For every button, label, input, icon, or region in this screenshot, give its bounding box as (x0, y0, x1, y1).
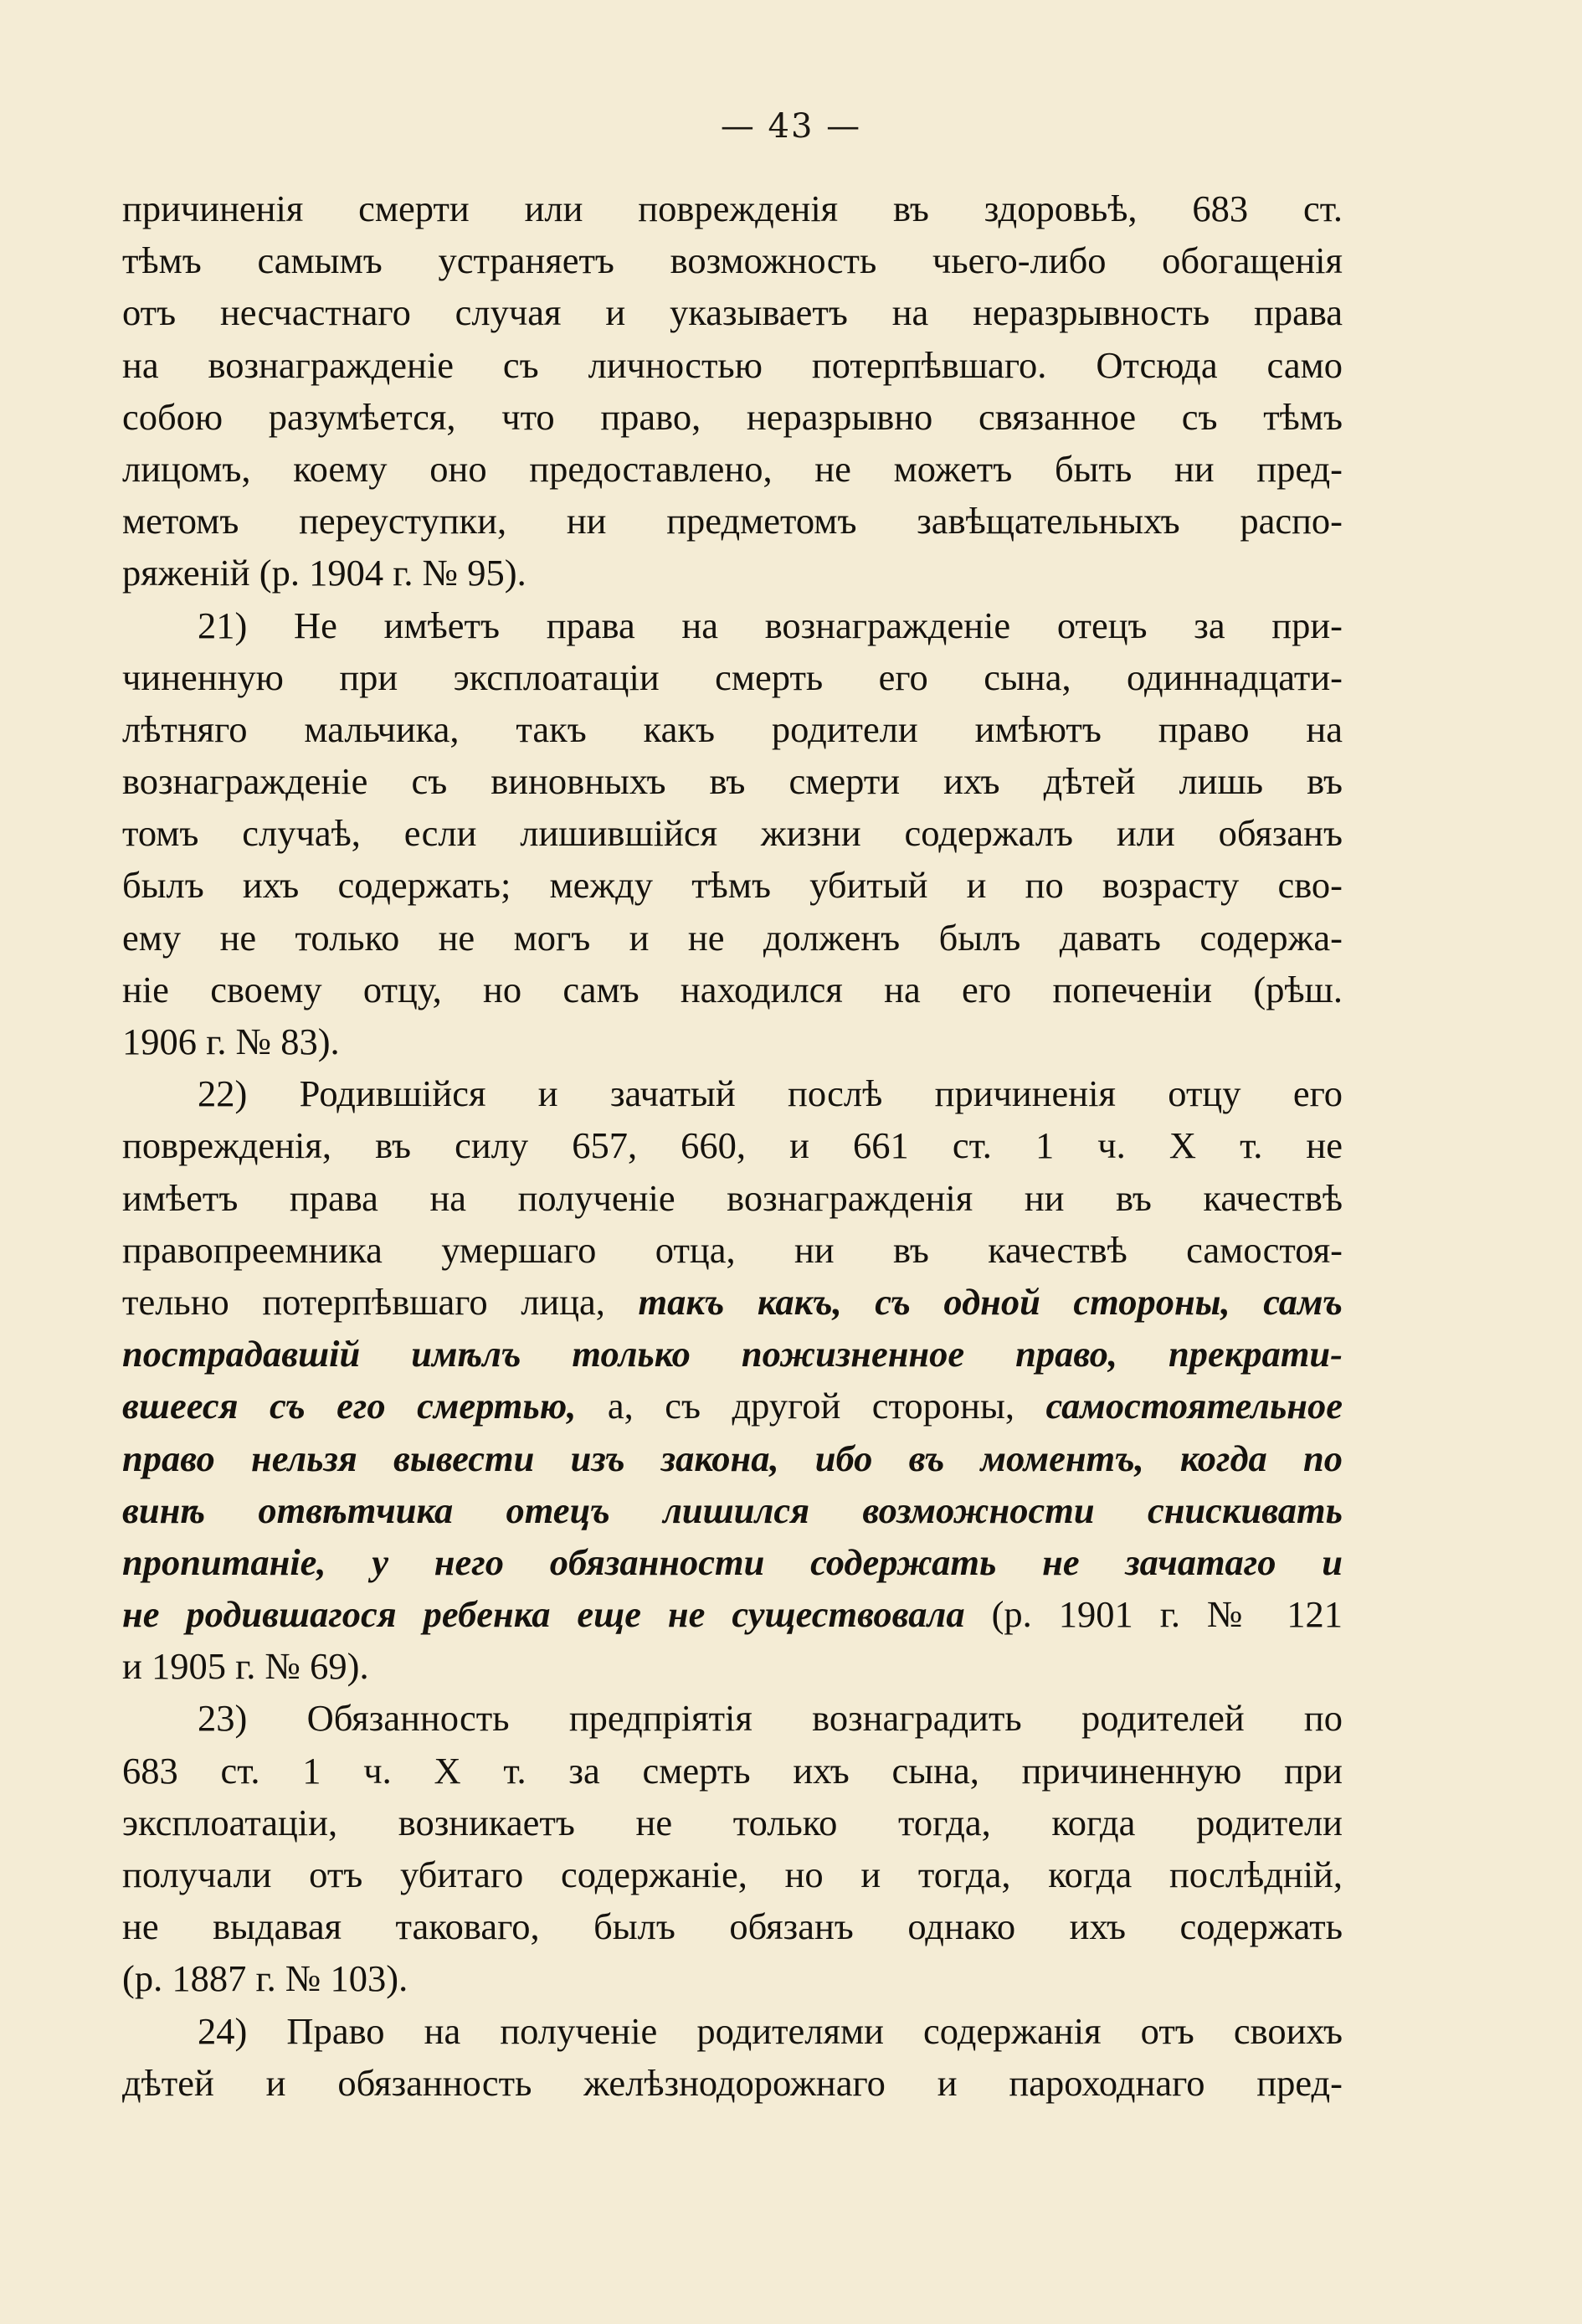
text-line: метомъ переуступки, ни предметомъ завѣщательныхъ распо- (122, 500, 1343, 542)
text-line: эксплоатаціи, возникаетъ не только тогда, когда родители (122, 1801, 1343, 1843)
text-line: лѣтняго мальчика, такъ какъ родители имѣютъ право на (122, 707, 1343, 750)
text-line: 22) Родившійся и зачатый послѣ причиненія отцу его (198, 1072, 1343, 1115)
text-line: причиненія смерти или поврежденія въ здоровьѣ, 683 ст. (122, 188, 1343, 229)
text-run: (р. 1901 г. № 121 (991, 1593, 1343, 1636)
text-line: ніе своему отцу, но самъ находился на его попеченіи (рѣш. (122, 968, 1343, 1010)
text-line: вознагражденіе съ виновныхъ въ смерти ихъ дѣтей лишь въ (122, 760, 1343, 803)
italic-text-line: пострадавшій имѣлъ только пожизненное право, прекрати- (122, 1333, 1343, 1375)
text-line: на вознагражденіе съ личностью потерпѣвшаго. Отсюда само (122, 343, 1343, 386)
text-run: тельно потерпѣвшаго лица, (122, 1280, 605, 1323)
text-line: дѣтей и обязанность желѣзнодорожнаго и пароходнаго пред- (122, 2061, 1343, 2104)
text-line (122, 1276, 1343, 1328)
text-line: 24) Право на полученіе родителями содержанія отъ своихъ (198, 2009, 1343, 2052)
text-line: правопреемника умершаго отца, ни въ качествѣ самостоя- (122, 1228, 1343, 1271)
text-line: былъ ихъ содержать; между тѣмъ убитый и по возрасту сво- (122, 864, 1343, 907)
italic-text-run: такъ какъ, съ одной стороны, самъ (638, 1280, 1343, 1323)
text-line: ему не только не могъ и не долженъ былъ давать содержа- (122, 916, 1343, 959)
text-line: не выдавая таковаго, былъ обязанъ однако ихъ содержать (122, 1905, 1343, 1948)
text-line: и 1905 г. № 69). (122, 1645, 369, 1688)
text-line: собою разумѣется, что право, неразрывно связанное съ тѣмъ (122, 395, 1343, 438)
italic-text-run: не родившагося ребенка еще не существовала (122, 1593, 965, 1636)
paragraph-23 (122, 1692, 1343, 2004)
text-line: получали отъ убитаго содержаніе, но и тогда, когда послѣдній, (122, 1854, 1343, 1895)
paragraph-21 (122, 599, 1343, 1068)
text-line: отъ несчастнаго случая и указываетъ на неразрывность права (122, 291, 1343, 334)
italic-text-run: вшееся съ его смертью, (122, 1385, 577, 1427)
page-body-text (122, 183, 1343, 2109)
page-number: — 43 — (720, 107, 862, 146)
text-line: имѣетъ права на полученіе вознагражденія ни въ качествѣ (122, 1176, 1343, 1219)
italic-text-line: право нельзя вывести изъ закона, ибо въ моментъ, когда по (122, 1437, 1343, 1479)
text-line: чиненную при эксплоатаціи смерть его сына, одиннадцати- (122, 656, 1343, 698)
italic-text-run: самостоятельное (1045, 1385, 1343, 1427)
text-line: ряженій (р. 1904 г. № 95). (122, 552, 526, 594)
text-line (122, 1380, 1343, 1432)
italic-text-line: пропитаніе, у него обязанности содержать не зачатаго и (122, 1540, 1343, 1583)
text-line: 21) Не имѣетъ права на вознагражденіе отецъ за при- (198, 604, 1343, 646)
text-line: тѣмъ самымъ устраняетъ возможность чьего-либо обогащенія (122, 239, 1343, 282)
text-run: а, съ другой стороны, (607, 1385, 1014, 1427)
text-line: 683 ст. 1 ч. X т. за смерть ихъ сына, причиненную при (122, 1749, 1343, 1792)
text-line: (р. 1887 г. № 103). (122, 1957, 408, 2000)
italic-text-line: винѣ отвѣтчика отецъ лишился возможности снискивать (122, 1488, 1343, 1531)
paragraph-24 (122, 2005, 1343, 2109)
paragraph-22 (122, 1067, 1343, 1692)
text-line: поврежденія, въ силу 657, 660, и 661 ст. 1 ч. X т. не (122, 1124, 1343, 1167)
text-line: лицомъ, коему оно предоставлено, не можетъ быть ни пред- (122, 447, 1343, 490)
text-line (122, 1588, 1343, 1640)
paragraph (122, 183, 1343, 599)
text-line: томъ случаѣ, если лишившійся жизни содержалъ или обязанъ (122, 812, 1343, 855)
text-line: 1906 г. № 83). (122, 1021, 340, 1062)
text-line: 23) Обязанность предпріятія вознаградить родителей по (198, 1697, 1343, 1740)
